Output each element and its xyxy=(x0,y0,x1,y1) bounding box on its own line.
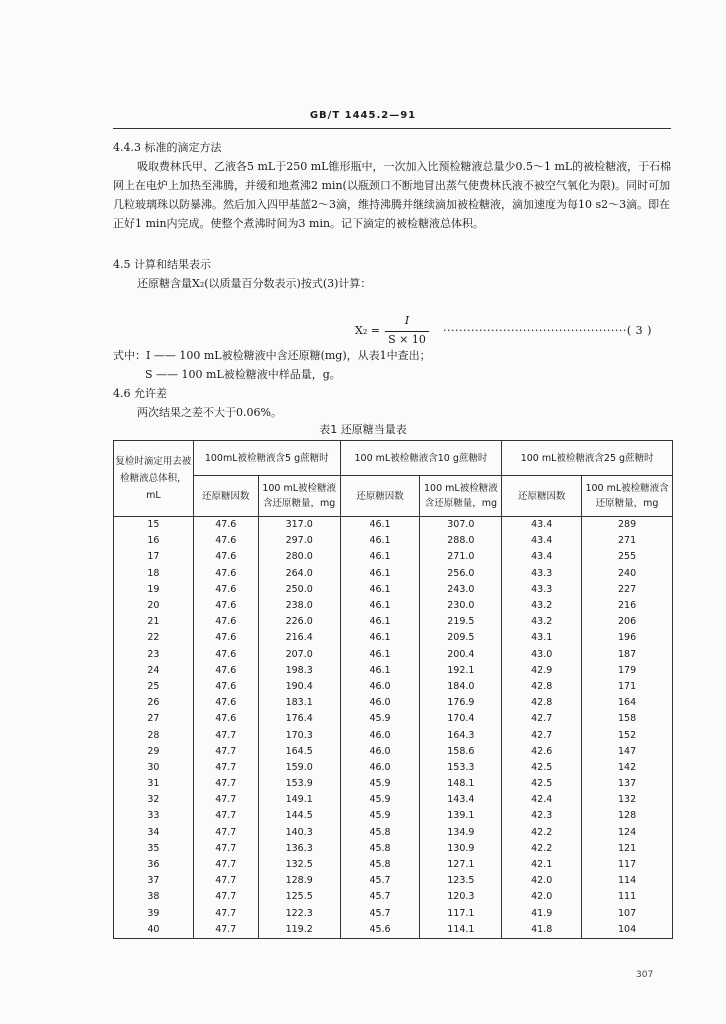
value-cell: 46.1 xyxy=(340,598,420,614)
table-row xyxy=(114,679,673,695)
value-cell: 46.0 xyxy=(340,760,420,776)
value-cell: 122.3 xyxy=(258,906,340,922)
table-row xyxy=(114,727,673,743)
table-row xyxy=(114,857,673,873)
value-cell: 42.4 xyxy=(502,792,582,808)
sub-header-amount: 100 mL被检糖液含还原糖量，mg xyxy=(420,476,502,517)
value-cell: 47.6 xyxy=(193,533,258,549)
value-cell: 280.0 xyxy=(258,549,340,565)
table-row xyxy=(114,517,673,534)
section-4-4-3 xyxy=(113,138,673,233)
value-cell: 42.7 xyxy=(502,727,582,743)
value-cell: 42.2 xyxy=(502,841,582,857)
value-cell: 45.6 xyxy=(340,922,420,939)
sub-header-amount: 100 mL被检糖液含还原糖量，mg xyxy=(582,476,673,517)
table-row xyxy=(114,889,673,905)
volume-cell: 17 xyxy=(114,549,194,565)
table-row xyxy=(114,566,673,582)
value-cell: 45.8 xyxy=(340,841,420,857)
volume-cell: 34 xyxy=(114,825,194,841)
value-cell: 120.3 xyxy=(420,889,502,905)
value-cell: 207.0 xyxy=(258,647,340,663)
value-cell: 307.0 xyxy=(420,517,502,534)
value-cell: 47.6 xyxy=(193,566,258,582)
section-heading: 4.5 计算和结果表示 xyxy=(113,258,211,271)
value-cell: 42.6 xyxy=(502,744,582,760)
value-cell: 226.0 xyxy=(258,614,340,630)
formula-lhs: X₂ = xyxy=(355,324,380,337)
table-row xyxy=(114,792,673,808)
value-cell: 121 xyxy=(582,841,673,857)
value-cell: 170.4 xyxy=(420,711,502,727)
value-cell: 190.4 xyxy=(258,679,340,695)
value-cell: 47.7 xyxy=(193,906,258,922)
section-heading: 4.4.3 标准的滴定方法 xyxy=(113,141,222,154)
value-cell: 46.1 xyxy=(340,582,420,598)
volume-cell: 28 xyxy=(114,727,194,743)
table-row xyxy=(114,630,673,646)
volume-cell: 31 xyxy=(114,776,194,792)
value-cell: 46.1 xyxy=(340,630,420,646)
value-cell: 42.1 xyxy=(502,857,582,873)
value-cell: 206 xyxy=(582,614,673,630)
value-cell: 43.4 xyxy=(502,549,582,565)
value-cell: 46.1 xyxy=(340,533,420,549)
value-cell: 147 xyxy=(582,744,673,760)
table-row xyxy=(114,582,673,598)
table-row xyxy=(114,825,673,841)
value-cell: 42.9 xyxy=(502,663,582,679)
value-cell: 176.4 xyxy=(258,711,340,727)
value-cell: 42.2 xyxy=(502,825,582,841)
value-cell: 142 xyxy=(582,760,673,776)
value-cell: 317.0 xyxy=(258,517,340,534)
volume-cell: 18 xyxy=(114,566,194,582)
value-cell: 46.1 xyxy=(340,566,420,582)
value-cell: 132.5 xyxy=(258,857,340,873)
volume-cell: 19 xyxy=(114,582,194,598)
value-cell: 45.9 xyxy=(340,776,420,792)
value-cell: 158.6 xyxy=(420,744,502,760)
value-cell: 46.0 xyxy=(340,744,420,760)
table-row xyxy=(114,906,673,922)
value-cell: 47.7 xyxy=(193,889,258,905)
value-cell: 107 xyxy=(582,906,673,922)
value-cell: 47.6 xyxy=(193,614,258,630)
value-cell: 209.5 xyxy=(420,630,502,646)
table-row xyxy=(114,614,673,630)
value-cell: 47.6 xyxy=(193,598,258,614)
value-cell: 42.5 xyxy=(502,760,582,776)
volume-cell: 20 xyxy=(114,598,194,614)
formula-numerator: I xyxy=(404,314,410,327)
value-cell: 117.1 xyxy=(420,906,502,922)
value-cell: 271.0 xyxy=(420,549,502,565)
sub-header-factor: 还原糖因数 xyxy=(193,476,258,517)
volume-cell: 33 xyxy=(114,808,194,824)
row-header: 复检时滴定用去被检糖液总体积，mL xyxy=(114,441,194,517)
value-cell: 143.4 xyxy=(420,792,502,808)
value-cell: 46.1 xyxy=(340,647,420,663)
group-header-25g: 100 mL被检糖液含25 g蔗糖时 xyxy=(502,441,673,476)
value-cell: 119.2 xyxy=(258,922,340,939)
value-cell: 45.8 xyxy=(340,825,420,841)
group-header-5g: 100mL被检糖液含5 g蔗糖时 xyxy=(193,441,340,476)
table-row xyxy=(114,841,673,857)
value-cell: 46.1 xyxy=(340,614,420,630)
value-cell: 47.7 xyxy=(193,825,258,841)
value-cell: 47.7 xyxy=(193,841,258,857)
value-cell: 42.0 xyxy=(502,889,582,905)
value-cell: 196 xyxy=(582,630,673,646)
volume-cell: 37 xyxy=(114,873,194,889)
header-rule xyxy=(113,128,671,129)
value-cell: 230.0 xyxy=(420,598,502,614)
value-cell: 219.5 xyxy=(420,614,502,630)
value-cell: 256.0 xyxy=(420,566,502,582)
value-cell: 43.1 xyxy=(502,630,582,646)
volume-cell: 25 xyxy=(114,679,194,695)
volume-cell: 15 xyxy=(114,517,194,534)
value-cell: 45.7 xyxy=(340,906,420,922)
volume-cell: 32 xyxy=(114,792,194,808)
value-cell: 148.1 xyxy=(420,776,502,792)
value-cell: 47.7 xyxy=(193,727,258,743)
volume-cell: 38 xyxy=(114,889,194,905)
value-cell: 47.6 xyxy=(193,630,258,646)
table-row xyxy=(114,760,673,776)
where-line-2: S —— 100 mL被检糖液中样品量，g。 xyxy=(145,368,341,381)
volume-cell: 24 xyxy=(114,663,194,679)
value-cell: 43.0 xyxy=(502,647,582,663)
value-cell: 43.3 xyxy=(502,582,582,598)
formula-number: ( 3 ) xyxy=(626,324,652,337)
value-cell: 271 xyxy=(582,533,673,549)
value-cell: 42.5 xyxy=(502,776,582,792)
value-cell: 47.7 xyxy=(193,792,258,808)
value-cell: 289 xyxy=(582,517,673,534)
value-cell: 47.6 xyxy=(193,582,258,598)
group-header-10g: 100 mL被检糖液含10 g蔗糖时 xyxy=(340,441,502,476)
value-cell: 47.7 xyxy=(193,808,258,824)
value-cell: 42.8 xyxy=(502,679,582,695)
value-cell: 198.3 xyxy=(258,663,340,679)
value-cell: 124 xyxy=(582,825,673,841)
where-line-1: 式中：I —— 100 mL被检糖液中含还原糖(mg)，从表1中查出； xyxy=(113,349,431,362)
value-cell: 187 xyxy=(582,647,673,663)
value-cell: 125.5 xyxy=(258,889,340,905)
section-paragraph: 还原糖含量X₂(以质量百分数表示)按式(3)计算： xyxy=(137,277,372,290)
value-cell: 152 xyxy=(582,727,673,743)
value-cell: 171 xyxy=(582,679,673,695)
value-cell: 159.0 xyxy=(258,760,340,776)
value-cell: 164 xyxy=(582,695,673,711)
value-cell: 227 xyxy=(582,582,673,598)
value-cell: 164.3 xyxy=(420,727,502,743)
value-cell: 255 xyxy=(582,549,673,565)
value-cell: 104 xyxy=(582,922,673,939)
value-cell: 42.8 xyxy=(502,695,582,711)
value-cell: 47.7 xyxy=(193,760,258,776)
table-row xyxy=(114,808,673,824)
sub-header-factor: 还原糖因数 xyxy=(502,476,582,517)
volume-cell: 22 xyxy=(114,630,194,646)
volume-cell: 16 xyxy=(114,533,194,549)
value-cell: 41.9 xyxy=(502,906,582,922)
value-cell: 153.9 xyxy=(258,776,340,792)
value-cell: 42.3 xyxy=(502,808,582,824)
value-cell: 41.8 xyxy=(502,922,582,939)
value-cell: 130.9 xyxy=(420,841,502,857)
table-row xyxy=(114,776,673,792)
table-title: 表1 还原糖当量表 xyxy=(319,423,407,436)
table-row xyxy=(114,744,673,760)
value-cell: 45.9 xyxy=(340,711,420,727)
volume-cell: 35 xyxy=(114,841,194,857)
value-cell: 42.7 xyxy=(502,711,582,727)
value-cell: 47.6 xyxy=(193,663,258,679)
value-cell: 47.7 xyxy=(193,922,258,939)
value-cell: 45.8 xyxy=(340,857,420,873)
value-cell: 117 xyxy=(582,857,673,873)
value-cell: 192.1 xyxy=(420,663,502,679)
value-cell: 45.7 xyxy=(340,889,420,905)
value-cell: 153.3 xyxy=(420,760,502,776)
value-cell: 179 xyxy=(582,663,673,679)
value-cell: 144.5 xyxy=(258,808,340,824)
value-cell: 184.0 xyxy=(420,679,502,695)
value-cell: 127.1 xyxy=(420,857,502,873)
volume-cell: 26 xyxy=(114,695,194,711)
table-row xyxy=(114,873,673,889)
volume-cell: 30 xyxy=(114,760,194,776)
value-cell: 170.3 xyxy=(258,727,340,743)
value-cell: 216 xyxy=(582,598,673,614)
value-cell: 132 xyxy=(582,792,673,808)
value-cell: 47.7 xyxy=(193,776,258,792)
value-cell: 238.0 xyxy=(258,598,340,614)
volume-cell: 36 xyxy=(114,857,194,873)
value-cell: 140.3 xyxy=(258,825,340,841)
value-cell: 43.4 xyxy=(502,517,582,534)
value-cell: 47.6 xyxy=(193,549,258,565)
table-row xyxy=(114,549,673,565)
table-row xyxy=(114,533,673,549)
value-cell: 47.7 xyxy=(193,873,258,889)
value-cell: 136.3 xyxy=(258,841,340,857)
volume-cell: 40 xyxy=(114,922,194,939)
value-cell: 250.0 xyxy=(258,582,340,598)
section-paragraph: 两次结果之差不大于0.06%。 xyxy=(137,406,282,419)
value-cell: 45.9 xyxy=(340,792,420,808)
value-cell: 216.4 xyxy=(258,630,340,646)
value-cell: 43.4 xyxy=(502,533,582,549)
value-cell: 47.6 xyxy=(193,517,258,534)
value-cell: 47.6 xyxy=(193,647,258,663)
section-4-6 xyxy=(113,384,673,422)
value-cell: 46.0 xyxy=(340,679,420,695)
table-row xyxy=(114,922,673,939)
value-cell: 137 xyxy=(582,776,673,792)
section-4-5 xyxy=(113,255,673,293)
value-cell: 46.0 xyxy=(340,727,420,743)
volume-cell: 29 xyxy=(114,744,194,760)
value-cell: 114 xyxy=(582,873,673,889)
table-row xyxy=(114,598,673,614)
value-cell: 43.2 xyxy=(502,614,582,630)
value-cell: 240 xyxy=(582,566,673,582)
value-cell: 123.5 xyxy=(420,873,502,889)
volume-cell: 21 xyxy=(114,614,194,630)
value-cell: 128 xyxy=(582,808,673,824)
value-cell: 128.9 xyxy=(258,873,340,889)
formula-denominator: S × 10 xyxy=(388,333,426,346)
value-cell: 149.1 xyxy=(258,792,340,808)
value-cell: 176.9 xyxy=(420,695,502,711)
reducing-sugar-table xyxy=(113,440,673,939)
table-row xyxy=(114,647,673,663)
value-cell: 139.1 xyxy=(420,808,502,824)
value-cell: 164.5 xyxy=(258,744,340,760)
value-cell: 47.7 xyxy=(193,744,258,760)
section-paragraph: 吸取费林氏甲、乙液各5 mL于250 mL锥形瓶中，一次加入比预检糖液总量少0.5～1 mL的被检糖液，于石棉网上在电炉上加热至沸腾，并缓和地煮沸2 min(以瓶颈口不断地冒出蒸气使费林氏液不被空气氧化为限)。同时可加几粒玻璃珠以防暴沸。然后加入四甲基蓝2～3滴，维持沸腾并继续滴加被检糖液，滴加速度为每10 s2～3滴。即在正好1 min内完成。使整个煮沸时间为3 min。记下滴定的被检糖液总体积。 xyxy=(113,160,672,230)
sub-header-factor: 还原糖因数 xyxy=(340,476,420,517)
page-number: 307 xyxy=(636,970,654,980)
value-cell: 47.7 xyxy=(193,857,258,873)
value-cell: 288.0 xyxy=(420,533,502,549)
standard-header: GB/T 1445.2—91 xyxy=(309,110,417,121)
table-row xyxy=(114,711,673,727)
value-cell: 43.3 xyxy=(502,566,582,582)
value-cell: 46.1 xyxy=(340,549,420,565)
value-cell: 297.0 xyxy=(258,533,340,549)
value-cell: 111 xyxy=(582,889,673,905)
value-cell: 158 xyxy=(582,711,673,727)
volume-cell: 27 xyxy=(114,711,194,727)
value-cell: 43.2 xyxy=(502,598,582,614)
value-cell: 45.9 xyxy=(340,808,420,824)
value-cell: 47.6 xyxy=(193,695,258,711)
value-cell: 46.1 xyxy=(340,663,420,679)
value-cell: 46.0 xyxy=(340,695,420,711)
volume-cell: 39 xyxy=(114,906,194,922)
table-row xyxy=(114,695,673,711)
table-row xyxy=(114,663,673,679)
volume-cell: 23 xyxy=(114,647,194,663)
value-cell: 47.6 xyxy=(193,711,258,727)
table-body xyxy=(114,517,673,939)
value-cell: 183.1 xyxy=(258,695,340,711)
value-cell: 243.0 xyxy=(420,582,502,598)
value-cell: 46.1 xyxy=(340,517,420,534)
value-cell: 114.1 xyxy=(420,922,502,939)
formula-leader: ··············································( 3 ) xyxy=(443,324,652,337)
value-cell: 264.0 xyxy=(258,566,340,582)
sub-header-amount: 100 mL被检糖液含还原糖量，mg xyxy=(258,476,340,517)
value-cell: 200.4 xyxy=(420,647,502,663)
section-heading: 4.6 允许差 xyxy=(113,387,167,400)
value-cell: 45.7 xyxy=(340,873,420,889)
formula-3 xyxy=(355,314,675,350)
value-cell: 134.9 xyxy=(420,825,502,841)
value-cell: 47.6 xyxy=(193,679,258,695)
fraction-bar xyxy=(385,331,429,332)
value-cell: 42.0 xyxy=(502,873,582,889)
